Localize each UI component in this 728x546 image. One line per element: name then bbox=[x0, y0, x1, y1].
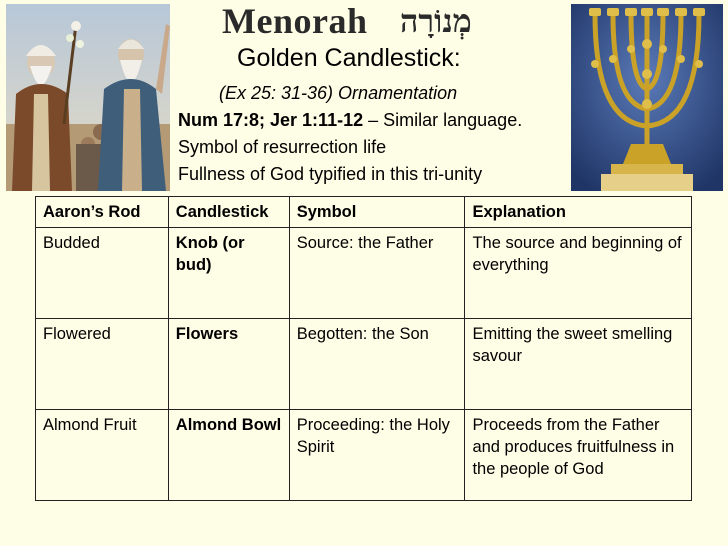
subtitle: Golden Candlestick: bbox=[237, 44, 461, 72]
cross-reference-line bbox=[178, 110, 522, 131]
scripture-reference: (Ex 25: 31-36) Ornamentation bbox=[219, 83, 458, 103]
symbol-table bbox=[35, 196, 692, 501]
cross-reference-note: – Similar language. bbox=[363, 110, 523, 130]
header-aarons-rod: Aaron’s Rod bbox=[36, 197, 169, 228]
header-explanation: Explanation bbox=[465, 197, 692, 228]
cell-explanation: Emitting the sweet smelling savour bbox=[465, 319, 692, 410]
cell-rod: Budded bbox=[36, 228, 169, 319]
table-header-row bbox=[36, 197, 692, 228]
cross-reference-verses: Num 17:8; Jer 1:11-12 bbox=[178, 110, 364, 130]
aaron-moses-illustration bbox=[6, 4, 170, 191]
tri-unity-line: Fullness of God typified in this tri-unity bbox=[178, 164, 483, 184]
table-row bbox=[36, 410, 692, 501]
menorah-illustration bbox=[571, 4, 723, 191]
cell-explanation: Proceeds from the Father and produces fruitfulness in the people of God bbox=[465, 410, 692, 501]
cell-explanation: The source and beginning of everything bbox=[465, 228, 692, 319]
table-row bbox=[36, 319, 692, 410]
cell-candlestick: Almond Bowl bbox=[168, 410, 289, 501]
cell-candlestick: Knob (or bud) bbox=[168, 228, 289, 319]
cell-rod: Flowered bbox=[36, 319, 169, 410]
cell-symbol: Source: the Father bbox=[289, 228, 465, 319]
cell-rod: Almond Fruit bbox=[36, 410, 169, 501]
header-candlestick: Candlestick bbox=[168, 197, 289, 228]
page-title: Menorah bbox=[222, 1, 368, 41]
header-symbol: Symbol bbox=[289, 197, 465, 228]
table-row bbox=[36, 228, 692, 319]
page-title-hebrew: מְנוֹרָה bbox=[400, 2, 472, 40]
cell-symbol: Begotten: the Son bbox=[289, 319, 465, 410]
cell-candlestick: Flowers bbox=[168, 319, 289, 410]
resurrection-line: Symbol of resurrection life bbox=[178, 137, 387, 157]
cell-symbol: Proceeding: the Holy Spirit bbox=[289, 410, 465, 501]
